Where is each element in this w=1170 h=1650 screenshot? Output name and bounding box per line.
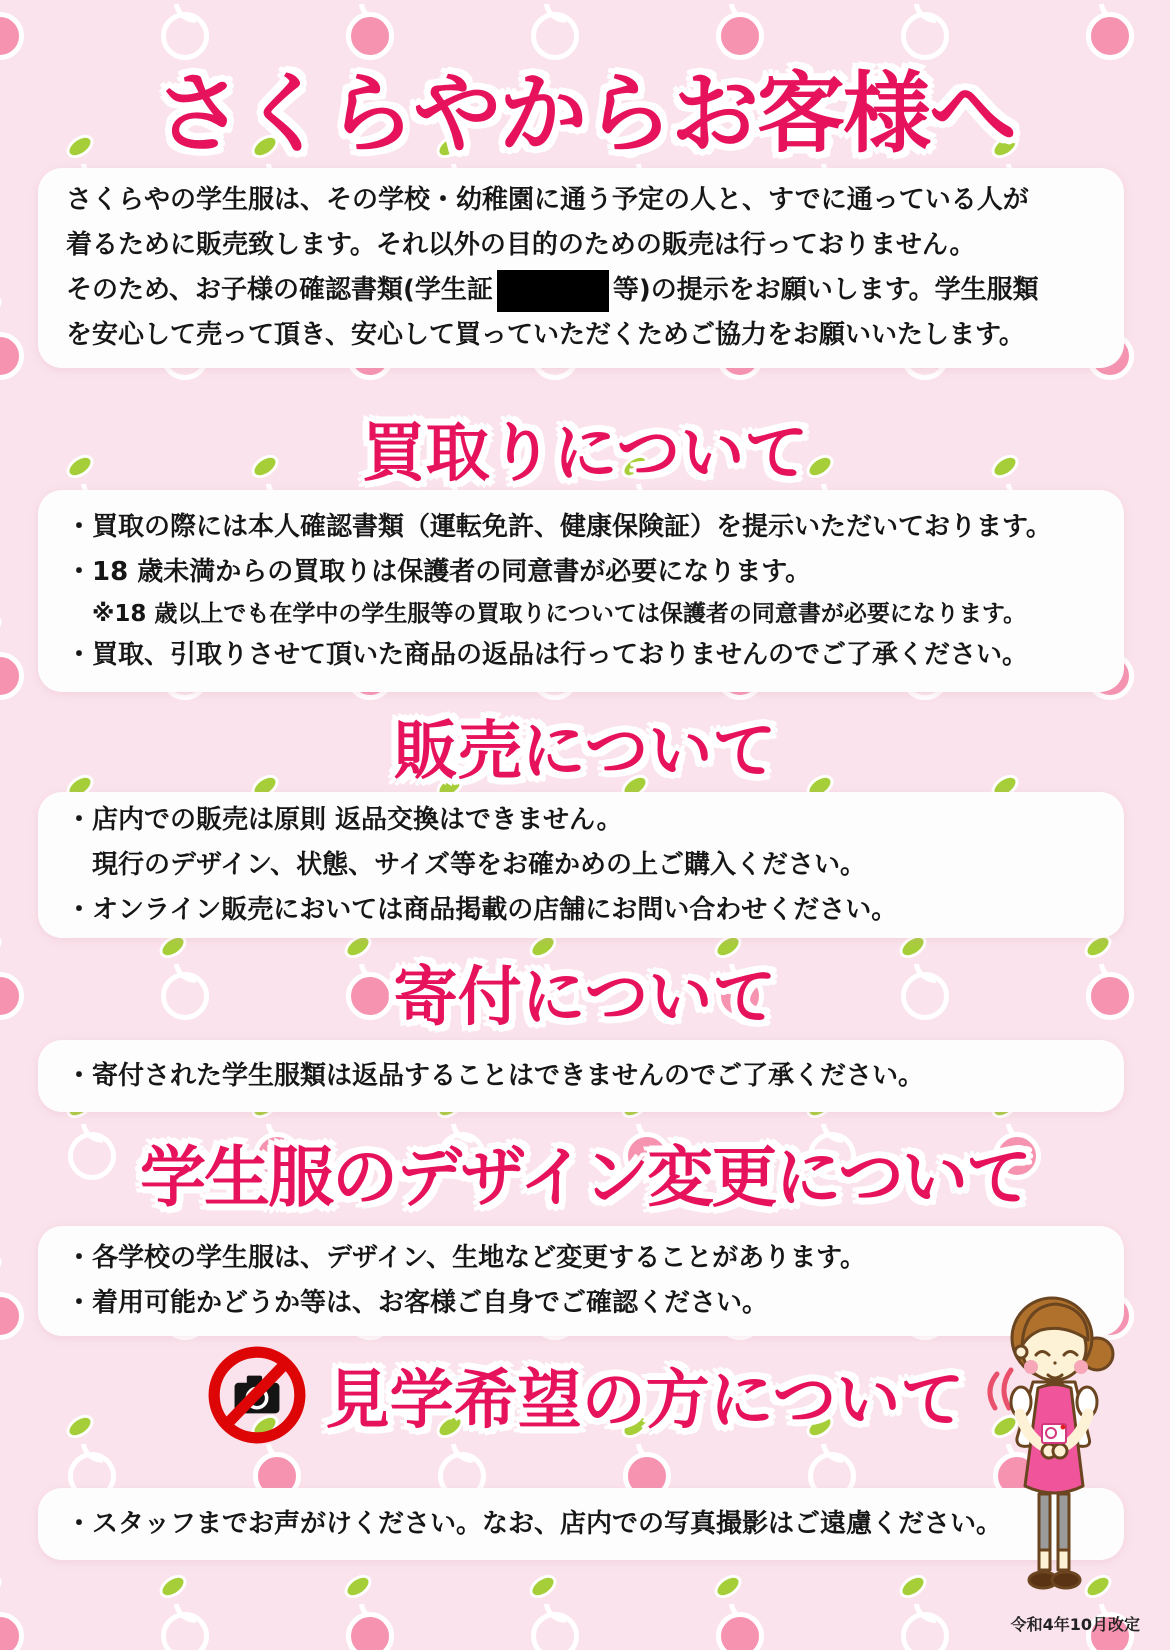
bullet-item: ・着用可能かどうか等は、お客様ご自身でご確認ください。 bbox=[66, 1288, 769, 1318]
bullet-item: ・18 歳未満からの買取りは保護者の同意書が必要になります。 bbox=[66, 556, 812, 587]
kifu-panel bbox=[38, 1040, 1124, 1112]
cherry-pattern-icon bbox=[897, 1582, 951, 1650]
bullet-item: ・寄付された学生服類は返品することはできませんのでご了承ください。 bbox=[66, 1060, 925, 1091]
design-panel bbox=[38, 1226, 1124, 1336]
bullet-item: ・スタッフまでお声がけください。なお、店内での写真撮影はご遠慮ください。 bbox=[66, 1508, 1003, 1539]
staff-character-illustration bbox=[975, 1288, 1135, 1598]
revision-note: 令和4年10月改定 bbox=[1010, 1615, 1140, 1634]
intro-line bbox=[66, 268, 1096, 313]
page-title: さくらやからお客様へ bbox=[154, 62, 1015, 165]
bullet-continuation: 現行のデザイン、状態、サイズ等をお確かめの上ご購入ください。 bbox=[92, 849, 867, 880]
section-title-kengaku: 見学希望の方について bbox=[325, 1364, 965, 1438]
intro-panel bbox=[38, 168, 1124, 368]
cherry-pattern-icon bbox=[712, 1582, 766, 1650]
bullet-note: ※18 歳以上でも在学中の学生服等の買取りについては保護者の同意書が必要になります。 bbox=[92, 600, 1027, 627]
intro-line: さくらやの学生服は、その学校・幼稚園に通う予定の人と、すでに通っている人が bbox=[66, 185, 1029, 215]
bullet-item: ・買取の際には本人確認書類（運転免許、健康保険証）を提示いただいております。 bbox=[66, 511, 1052, 542]
intro-line-text: そのため、お子様の確認書類(学生証 bbox=[66, 275, 493, 305]
section-title-design: 学生服のデザイン変更について bbox=[139, 1139, 1031, 1216]
bullet-item: ・各学校の学生服は、デザイン、生地など変更することがあります。 bbox=[66, 1243, 867, 1273]
section-title-hanbai: 販売について bbox=[393, 715, 777, 789]
redaction-block bbox=[497, 270, 609, 312]
intro-line-text: 等)の提示をお願いします。学生服類 bbox=[612, 275, 1039, 305]
cherry-pattern-icon bbox=[527, 1582, 581, 1650]
cherry-pattern-icon bbox=[342, 1582, 396, 1650]
intro-line: 着るために販売致します。それ以外の目的のための販売は行っておりません。 bbox=[66, 230, 976, 260]
kengaku-panel bbox=[38, 1488, 1124, 1560]
cherry-pattern-icon bbox=[0, 1262, 26, 1338]
cherry-pattern-icon bbox=[0, 622, 26, 698]
cherry-pattern-icon bbox=[157, 1582, 211, 1650]
cherry-pattern-icon bbox=[0, 302, 26, 378]
section-title-kaitori: 買取りについて bbox=[361, 417, 809, 491]
bullet-item: ・店内での販売は原則 返品交換はできません。 bbox=[66, 804, 623, 835]
section-title-kifu: 寄付について bbox=[393, 961, 777, 1035]
no-photography-icon bbox=[206, 1344, 308, 1446]
kaitori-panel bbox=[38, 490, 1124, 692]
hanbai-panel bbox=[38, 792, 1124, 938]
intro-line: を安心して売って頂き、安心して買っていただくためご協力をお願いいたします。 bbox=[66, 320, 1025, 350]
bullet-item: ・オンライン販売においては商品掲載の店舗にお問い合わせください。 bbox=[66, 894, 898, 925]
cherry-pattern-icon bbox=[0, 1582, 26, 1650]
bullet-item: ・買取、引取りさせて頂いた商品の返品は行っておりませんのでご了承ください。 bbox=[66, 639, 1029, 670]
